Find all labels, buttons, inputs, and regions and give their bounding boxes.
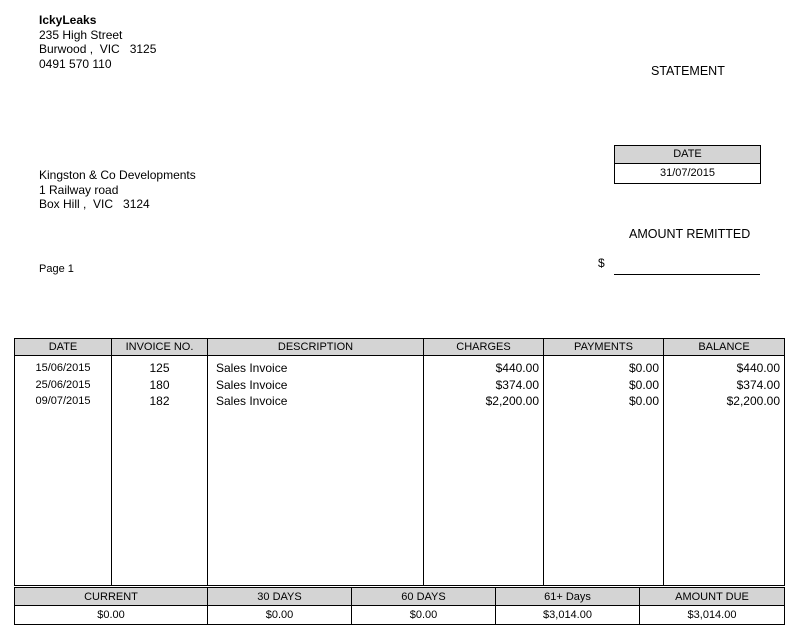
date-box-value: 31/07/2015 bbox=[659, 167, 716, 179]
row-payments: $0.00 bbox=[628, 394, 659, 408]
row-balance: $374.00 bbox=[736, 377, 780, 392]
recipient-address-line1: 1 Railway road bbox=[39, 182, 119, 197]
col-header-description: DESCRIPTION bbox=[208, 339, 424, 356]
row-date: 15/06/2015 bbox=[35, 362, 91, 374]
col-header-date: DATE bbox=[15, 339, 112, 356]
col-header-charges: CHARGES bbox=[424, 339, 544, 356]
row-date: 25/06/2015 bbox=[35, 378, 91, 391]
sender-block bbox=[39, 13, 156, 71]
table-body-row bbox=[15, 356, 785, 586]
sender-address-line1: 235 High Street bbox=[39, 27, 123, 42]
aging-header-current: CURRENT bbox=[15, 588, 208, 606]
row-payments: $0.00 bbox=[628, 377, 659, 392]
row-description: Sales Invoice bbox=[216, 394, 288, 408]
row-balance: $2,200.00 bbox=[726, 394, 780, 408]
payments-column bbox=[544, 356, 664, 586]
aging-value-30-days: $0.00 bbox=[208, 606, 352, 625]
aging-header-amount-due: AMOUNT DUE bbox=[640, 588, 785, 606]
col-header-invoice-no: INVOICE NO. bbox=[112, 339, 208, 356]
aging-header-row bbox=[15, 588, 785, 606]
currency-symbol: $ bbox=[598, 256, 605, 270]
recipient-address-line2: Box Hill , VIC 3124 bbox=[39, 197, 150, 211]
document-title: STATEMENT bbox=[651, 64, 725, 78]
aging-value-row bbox=[15, 606, 785, 625]
aging-value-amount-due: $3,014.00 bbox=[640, 606, 785, 625]
aging-header-61-plus-days: 61+ Days bbox=[496, 588, 640, 606]
aging-header-60-days: 60 DAYS bbox=[352, 588, 496, 606]
date-box bbox=[614, 145, 761, 184]
row-charges: $440.00 bbox=[495, 361, 539, 375]
table-header-row bbox=[15, 339, 785, 356]
sender-name: IckyLeaks bbox=[39, 13, 97, 27]
row-charges: $374.00 bbox=[495, 377, 539, 392]
row-description: Sales Invoice bbox=[216, 361, 288, 375]
description-column bbox=[208, 356, 424, 586]
col-header-balance: BALANCE bbox=[664, 339, 785, 356]
sender-address-line2: Burwood , VIC 3125 bbox=[39, 42, 157, 56]
balance-column bbox=[664, 356, 785, 586]
aging-summary-table bbox=[14, 587, 785, 625]
row-invoice-no: 125 bbox=[149, 361, 170, 375]
aging-header-30-days: 30 DAYS bbox=[208, 588, 352, 606]
row-invoice-no: 180 bbox=[149, 377, 170, 392]
row-date: 09/07/2015 bbox=[35, 395, 91, 407]
row-balance: $440.00 bbox=[736, 361, 780, 375]
col-header-payments: PAYMENTS bbox=[544, 339, 664, 356]
charges-column bbox=[424, 356, 544, 586]
date-box-label: DATE bbox=[615, 146, 760, 164]
aging-value-60-days: $0.00 bbox=[352, 606, 496, 625]
amount-remitted-label: AMOUNT REMITTED bbox=[629, 227, 751, 241]
statement-lines-table bbox=[14, 338, 785, 586]
amount-remitted-field[interactable] bbox=[614, 273, 760, 275]
aging-value-current: $0.00 bbox=[15, 606, 208, 625]
row-payments: $0.00 bbox=[628, 361, 659, 375]
aging-value-61-plus-days: $3,014.00 bbox=[496, 606, 640, 625]
invoice-column bbox=[112, 356, 208, 586]
row-charges: $2,200.00 bbox=[485, 394, 539, 408]
row-invoice-no: 182 bbox=[149, 394, 170, 408]
recipient-name: Kingston & Co Developments bbox=[39, 168, 196, 182]
recipient-block bbox=[39, 168, 196, 212]
date-column bbox=[15, 356, 112, 586]
page-number: Page 1 bbox=[39, 263, 74, 275]
sender-phone: 0491 570 110 bbox=[39, 56, 112, 71]
row-description: Sales Invoice bbox=[216, 377, 288, 392]
